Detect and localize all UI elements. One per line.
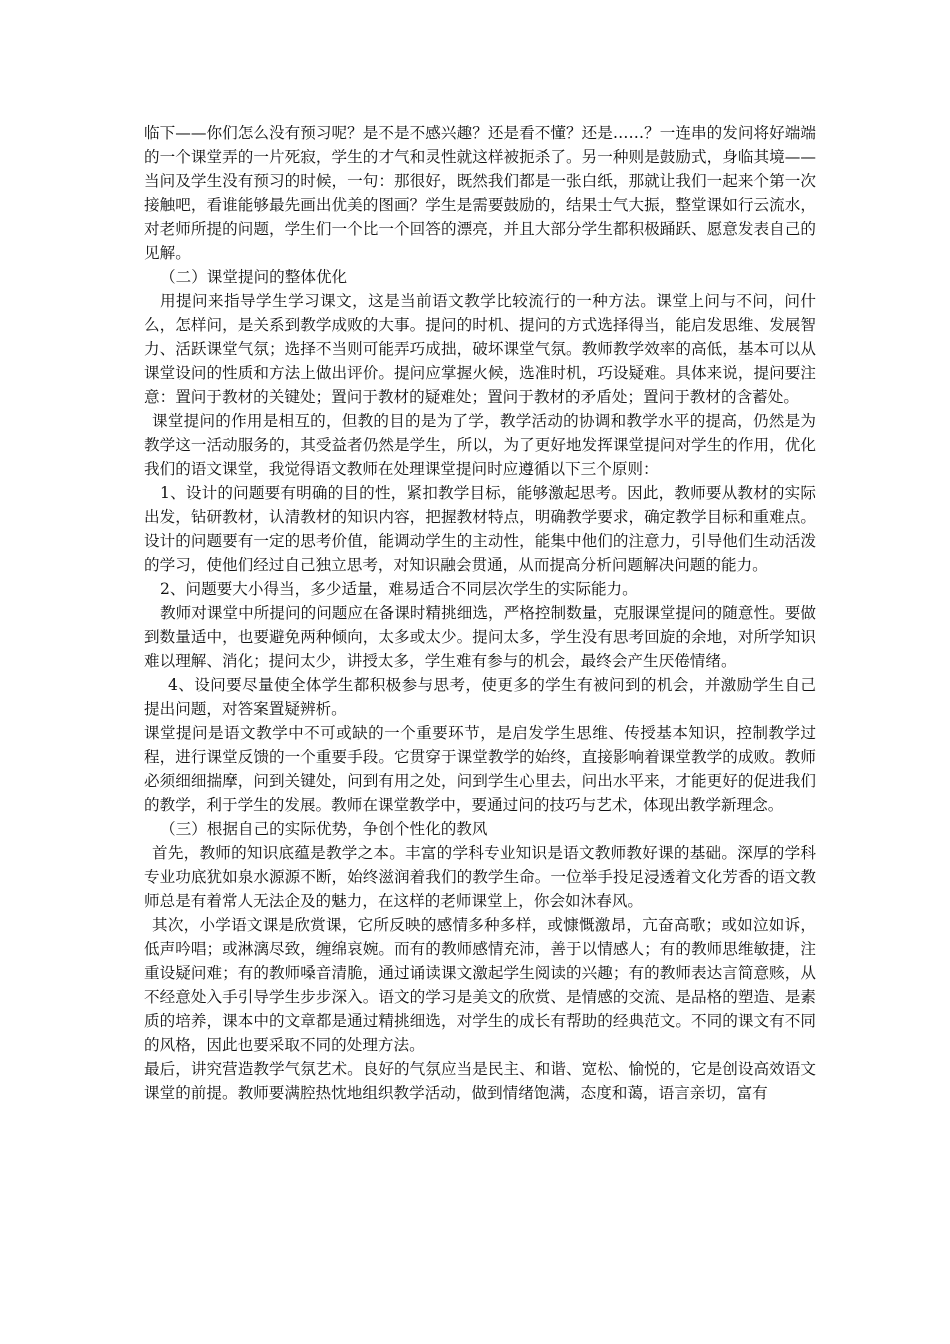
paragraph-last: 最后，讲究营造教学气氛艺术。良好的气氛应当是民主、和谐、宽松、愉悦的，它是创设高效语文课堂的前提。教师要满腔热忱地组织教学活动，做到情绪饱满，态度和蔼，语言亲切，富有 [144, 1060, 816, 1102]
section-heading-3: （三）根据自己的实际优势，争创个性化的教风 [160, 820, 488, 838]
paragraph-question-role: 课堂提问的作用是相互的，但教的目的是为了学，教学活动的协调和教学水平的提高，仍然是为教学这一活动服务的，其受益者仍然是学生，所以，为了更好地发挥课堂提问对学生的作用，优化我们的语文课堂，我觉得语文教师在处理课堂提问时应遵循以下三个原则： [144, 412, 816, 478]
principle-1: 1、设计的问题要有明确的目的性，紧扣教学目标，能够激起思考。因此，教师要从教材的实际出发，钻研教材，认清教材的知识内容，把握教材特点，明确教学要求，确定教学目标和重难点。设计的问题要有一定的思考价值，能调动学生的主动性，能集中他们的注意力，引导他们生动活泼的学习，使他们经过自己独立思考，对知识融会贯通，从而提高分析问题解决问题的能力。 [144, 484, 816, 574]
principle-2: 2、问题要大小得当，多少适量，难易适合不同层次学生的实际能力。 [160, 580, 638, 598]
paragraph-question-summary: 课堂提问是语文教学中不可或缺的一个重要环节，是启发学生思维、传授基本知识，控制教学过程，进行课堂反馈的一个重要手段。它贯穿于课堂教学的始终，直接影响着课堂教学的成败。教师必须细细揣摩，问到关键处，问到有用之处，问到学生心里去，问出水平来，才能更好的促进我们的教学，利于学生的发展。教师在课堂教学中，要通过问的技巧与艺术，体现出教学新理念。 [144, 724, 816, 814]
paragraph-first: 首先，教师的知识底蕴是教学之本。丰富的学科专业知识是语文教师教好课的基础。深厚的学科专业功底犹如泉水源源不断，始终滋润着我们的教学生命。一位举手投足浸透着文化芳香的语文教师总是有着常人无法企及的魅力，在这样的老师课堂上，你会如沐春风。 [144, 844, 816, 910]
paragraph-question-intro: 用提问来指导学生学习课文，这是当前语文教学比较流行的一种方法。课堂上问与不问，问什么，怎样问，是关系到教学成败的大事。提问的时机、提问的方式选择得当，能启发思维、发展智力、活跃课堂气氛；选择不当则可能弄巧成拙，破坏课堂气氛。教师教学效率的高低，基本可以从课堂设问的性质和方法上做出评价。提问应掌握火候，选准时机，巧设疑难。具体来说，提问要注意：置问于教材的关键处；置问于教材的疑难处；置问于教材的矛盾处；置问于教材的含蓄处。 [144, 292, 816, 406]
paragraph-continuation: 临下——你们怎么没有预习呢？是不是不感兴趣？还是看不懂？还是……？一连串的发问将好端端的一个课堂弄的一片死寂，学生的才气和灵性就这样被扼杀了。另一种则是鼓励式，身临其境——当问及学生没有预习的时候，一句：那很好，既然我们都是一张白纸，那就让我们一起来个第一次接触吧，看谁能够最先画出优美的图画？学生是需要鼓励的，结果士气大振，整堂课如行云流水，对老师所提的问题，学生们一个比一个回答的漂亮，并且大部分学生都积极踊跃、愿意发表自己的见解。 [144, 124, 816, 262]
document-page [144, 121, 816, 1105]
principle-4: 4、设问要尽量使全体学生都积极参与思考，使更多的学生有被问到的机会，并激励学生自己提出问题，对答案置疑辨析。 [144, 676, 816, 718]
paragraph-question-quantity: 教师对课堂中所提问的问题应在备课时精挑细选，严格控制数量，克服课堂提问的随意性。要做到数量适中，也要避免两种倾向，太多或太少。提问太多，学生没有思考回旋的余地，对所学知识难以理解、消化；提问太少，讲授太多，学生难有参与的机会，最终会产生厌倦情绪。 [144, 604, 816, 670]
section-heading-2: （二）课堂提问的整体优化 [160, 268, 348, 286]
paragraph-second: 其次，小学语文课是欣赏课，它所反映的感情多种多样，或慷慨激昂，亢奋高歌；或如泣如诉，低声吟唱；或淋漓尽致，缠绵哀婉。而有的教师感情充沛，善于以情感人；有的教师思维敏捷，注重设疑问难；有的教师嗓音清脆，通过诵读课文激起学生阅读的兴趣；有的教师表达言简意赅，从不经意处入手引导学生步步深入。语文的学习是美文的欣赏、是情感的交流、是品格的塑造、是素质的培养，课本中的文章都是通过精挑细选，对学生的成长有帮助的经典范文。不同的课文有不同的风格，因此也要采取不同的处理方法。 [144, 916, 816, 1054]
